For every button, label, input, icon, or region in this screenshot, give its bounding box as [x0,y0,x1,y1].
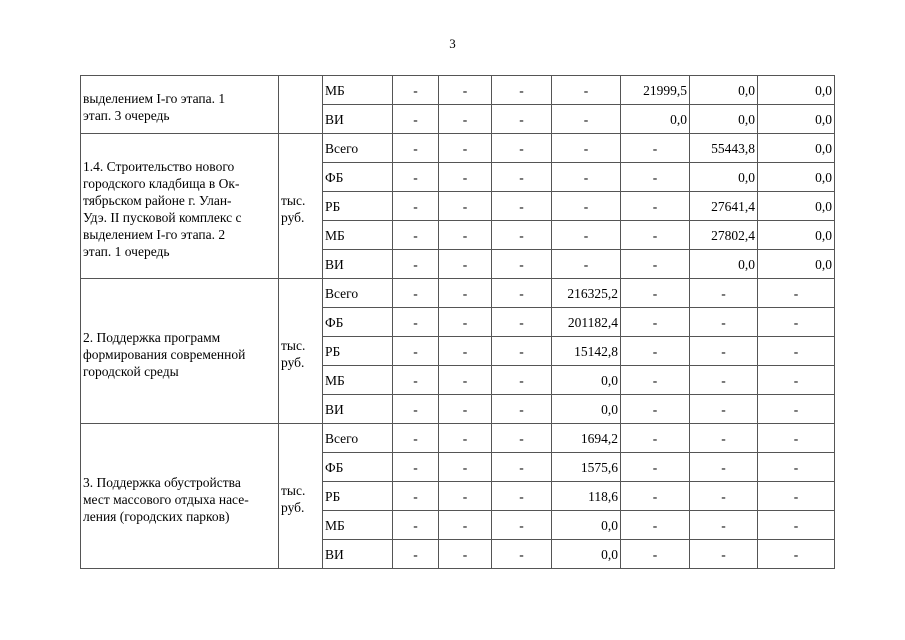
value-cell: - [621,134,690,163]
value-cell: - [492,395,552,424]
value-cell: - [492,424,552,453]
value-cell: - [393,337,439,366]
unit-label: тыс. руб. [281,483,306,515]
value-cell: 0,0 [690,250,758,279]
value-cell: - [621,337,690,366]
unit-cell [279,76,323,134]
value-cell: - [758,308,835,337]
value-cell: - [690,482,758,511]
value-cell: - [621,366,690,395]
value-cell: - [393,308,439,337]
funding-source: Всего [323,279,393,308]
value-cell: 0,0 [758,250,835,279]
value-cell: - [758,337,835,366]
event-name: выделением I-го этапа. 1 этап. 3 очередь [83,90,226,123]
funding-source: РБ [323,337,393,366]
table-row [81,279,835,308]
value-cell: - [758,395,835,424]
value-cell: - [393,134,439,163]
value-cell: - [393,163,439,192]
value-cell: 1575,6 [552,453,621,482]
unit-cell [279,279,323,424]
value-cell: - [492,482,552,511]
value-cell: 0,0 [690,76,758,105]
value-cell: - [439,221,492,250]
value-cell: - [621,221,690,250]
value-cell: - [439,134,492,163]
funding-source: МБ [323,76,393,105]
funding-source: ВИ [323,250,393,279]
funding-source: РБ [323,482,393,511]
value-cell: - [552,134,621,163]
value-cell: - [393,192,439,221]
funding-source: МБ [323,366,393,395]
value-cell: - [552,250,621,279]
value-cell: 0,0 [758,221,835,250]
budget-table [80,75,835,569]
value-cell: - [492,337,552,366]
value-cell: - [393,511,439,540]
value-cell: - [621,308,690,337]
value-cell: 1694,2 [552,424,621,453]
value-cell: - [492,279,552,308]
funding-source: Всего [323,134,393,163]
value-cell: 0,0 [552,366,621,395]
event-name-cell [81,134,279,279]
value-cell: - [439,453,492,482]
value-cell: 0,0 [552,395,621,424]
value-cell: - [552,76,621,105]
value-cell: - [492,163,552,192]
value-cell: 0,0 [690,105,758,134]
event-name-cell [81,279,279,424]
event-name: 1.4. Строительство нового городского кладбища в Ок- тябрьском районе г. Улан- Удэ. II пусковой комплекс с выделением I-го этапа. 2 этап. 1 очередь [83,159,242,259]
value-cell: - [439,308,492,337]
value-cell: - [621,511,690,540]
value-cell: 0,0 [758,105,835,134]
value-cell: - [439,163,492,192]
value-cell: - [621,453,690,482]
value-cell: - [492,308,552,337]
value-cell: - [552,192,621,221]
value-cell: 55443,8 [690,134,758,163]
event-name-cell [81,424,279,569]
value-cell: - [690,279,758,308]
value-cell: - [690,511,758,540]
event-name-cell [81,76,279,134]
value-cell: - [492,511,552,540]
value-cell: - [492,192,552,221]
funding-source: МБ [323,221,393,250]
value-cell: - [492,453,552,482]
unit-label: тыс. руб. [281,193,306,225]
value-cell: - [393,221,439,250]
funding-source: МБ [323,511,393,540]
value-cell: - [393,250,439,279]
value-cell: 27641,4 [690,192,758,221]
funding-source: РБ [323,192,393,221]
value-cell: - [393,424,439,453]
value-cell: - [393,76,439,105]
value-cell: - [621,424,690,453]
value-cell: - [552,163,621,192]
value-cell: 0,0 [758,163,835,192]
value-cell: - [758,279,835,308]
value-cell: - [439,76,492,105]
budget-table-body [81,76,835,569]
funding-source: ФБ [323,308,393,337]
value-cell: - [393,105,439,134]
table-row [81,424,835,453]
value-cell: 0,0 [552,540,621,569]
value-cell: - [690,337,758,366]
value-cell: - [552,221,621,250]
value-cell: - [393,395,439,424]
value-cell: - [439,105,492,134]
value-cell: - [690,395,758,424]
value-cell: - [492,105,552,134]
funding-source: ФБ [323,453,393,482]
value-cell: - [758,540,835,569]
value-cell: 21999,5 [621,76,690,105]
value-cell: - [393,453,439,482]
value-cell: - [492,540,552,569]
value-cell: 216325,2 [552,279,621,308]
table-row [81,134,835,163]
value-cell: - [621,482,690,511]
value-cell: 0,0 [758,192,835,221]
funding-source: ФБ [323,163,393,192]
value-cell: - [393,540,439,569]
value-cell: - [439,482,492,511]
value-cell: - [439,424,492,453]
event-name: 3. Поддержка обустройства мест массового отдыха насе- ления (городских парков) [83,474,249,524]
value-cell: - [439,192,492,221]
value-cell: - [492,76,552,105]
value-cell: 118,6 [552,482,621,511]
unit-cell [279,134,323,279]
value-cell: - [621,395,690,424]
value-cell: - [690,540,758,569]
value-cell: - [439,337,492,366]
page-number: 3 [449,36,456,51]
funding-source: Всего [323,424,393,453]
value-cell: 0,0 [552,511,621,540]
value-cell: - [758,453,835,482]
value-cell: - [492,250,552,279]
value-cell: - [552,105,621,134]
value-cell: - [492,221,552,250]
value-cell: - [393,366,439,395]
value-cell: - [492,134,552,163]
unit-label: тыс. руб. [281,338,306,370]
value-cell: - [439,395,492,424]
funding-source: ВИ [323,395,393,424]
value-cell: - [621,163,690,192]
value-cell: - [439,250,492,279]
value-cell: - [621,279,690,308]
value-cell: 0,0 [690,163,758,192]
value-cell: - [621,192,690,221]
value-cell: - [690,366,758,395]
value-cell: - [758,511,835,540]
value-cell: - [439,279,492,308]
funding-source: ВИ [323,540,393,569]
value-cell: - [758,366,835,395]
value-cell: - [439,511,492,540]
value-cell: 201182,4 [552,308,621,337]
value-cell: 0,0 [621,105,690,134]
value-cell: 27802,4 [690,221,758,250]
value-cell: - [758,482,835,511]
value-cell: 0,0 [758,134,835,163]
funding-source: ВИ [323,105,393,134]
value-cell: - [758,424,835,453]
value-cell: 0,0 [758,76,835,105]
table-row [81,76,835,105]
value-cell: - [690,453,758,482]
value-cell: - [690,308,758,337]
value-cell: 15142,8 [552,337,621,366]
event-name: 2. Поддержка программ формирования современной городской среды [83,329,246,379]
value-cell: - [690,424,758,453]
value-cell: - [621,540,690,569]
value-cell: - [492,366,552,395]
unit-cell [279,424,323,569]
value-cell: - [393,279,439,308]
value-cell: - [393,482,439,511]
value-cell: - [439,366,492,395]
value-cell: - [621,250,690,279]
value-cell: - [439,540,492,569]
